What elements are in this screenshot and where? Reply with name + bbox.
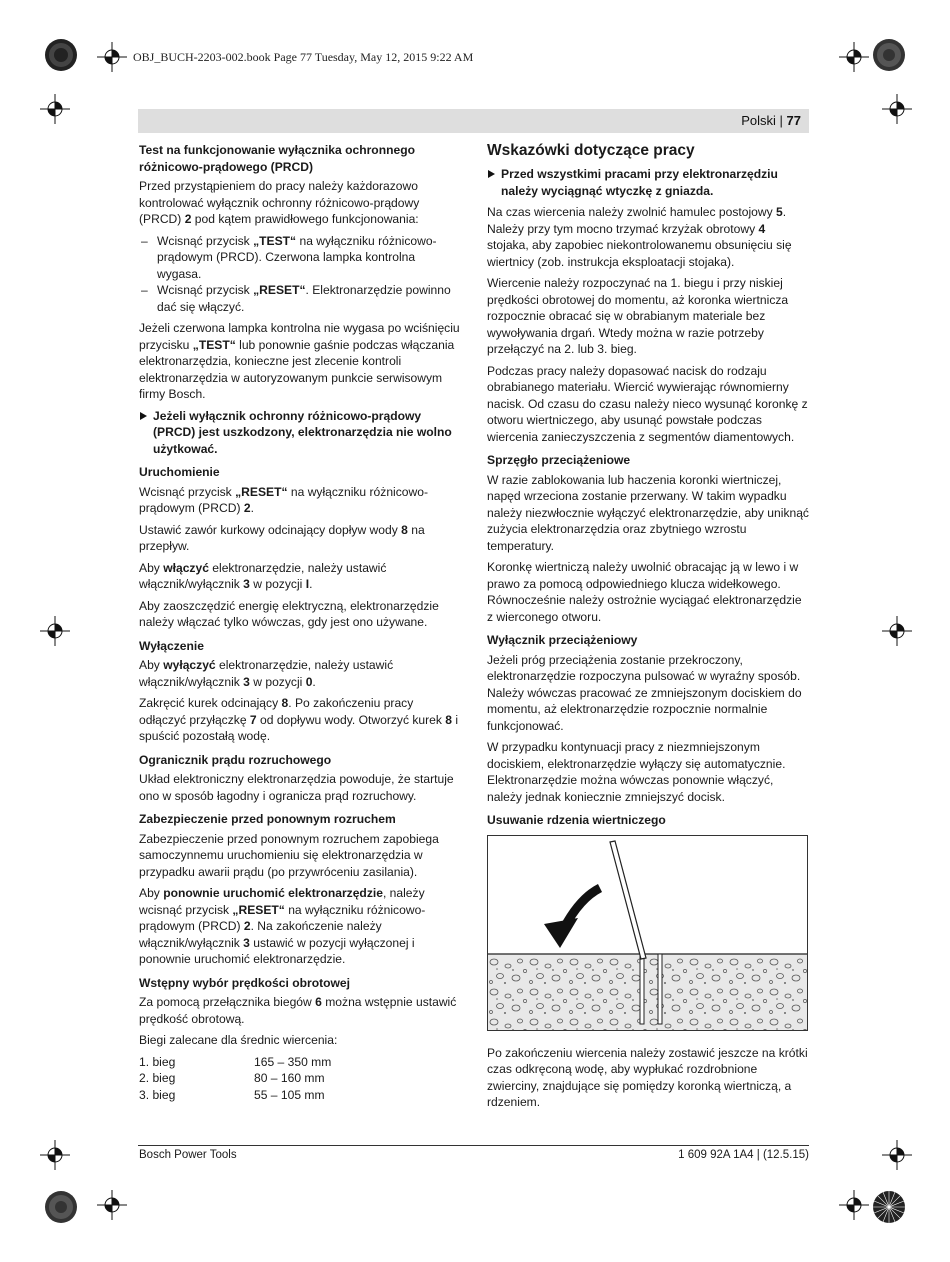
tilting-rod [610,841,646,959]
paragraph-overload-2: W przypadku kontynuacji pracy z niezmniejszonym dociskiem, elektronarzędzie wyłączy się automatycznie. Elektronarzędzie można wówczas ponownie włączyć, należy jednak koniecznie zmniejszyć docisk. [487,740,786,804]
registration-mark-icon [839,42,869,72]
paragraph-speed-1: Za pomocą przełącznika biegów 6 można wstępnie ustawić prędkość obrotową. [139,995,457,1026]
rosette-target-icon [872,38,906,72]
concrete-block [488,954,807,1030]
paragraph-restart-1: Zabezpieczenie przed ponownym rozruchem zapobiega samoczynnemu uruchomieniu się elektronarzędzia w przypadku awarii prądu (po przywróceniu zasilania). [139,831,439,879]
footer-rule [138,1145,809,1146]
rosette-target-icon [44,38,78,72]
paragraph-core-removal: Po zakończeniu wiercenia należy zostawić jeszcze na krótki czas odkręconą wodę, aby wypłukać rozdrobnione zwierciny, znajdujące się pomiędzy koronką wiertniczą, a rdzeniem. [487,1045,808,1109]
registration-mark-icon [97,1190,127,1220]
paragraph-off-1: Aby wyłączyć elektronarzędzie, należy ustawić włącznik/wyłącznik 3 w pozycji 0. [139,658,394,689]
section-title-core-removal: Usuwanie rdzenia wiertniczego [487,813,666,827]
warning-unplug: Przed wszystkimi pracami przy elektronarzędziu należy wyciągnąć wtyczkę z gniazda. [487,166,809,199]
paragraph-restart-2: Aby ponownie uruchomić elektronarzędzie, należy wcisnąć przycisk „RESET“ na wyłączniku różnicowo-prądowym (PRCD) 2. Na zakończenie należy włącznik/wyłącznik 3 ustawić w pozycji wyłączonej i ponownie uruchomić elektronarzędzie. [139,886,426,966]
paragraph-clutch-1: W razie zablokowania lub haczenia koronki wiertniczej, napęd wrzeciona zostanie przerwany. W takim wypadku należy niezwłocznie wyłączyć elektronarzędzie, aby uniknąć zużycia elektronarzędzia oraz zbytniego wzrostu temperatury. [487,472,809,553]
list-item-test: – Wcisnąć przycisk „TEST“ na wyłączniku różnicowo-prądowym (PRCD). Czerwona lampka kontrolna wygasa. [141,233,437,281]
registration-mark-icon [97,42,127,72]
paragraph-tips-3: Podczas pracy należy dopasować nacisk do rodzaju obrabianego materiału. Wiercić wywierając równomierny nacisk. Od czasu do czasu należy nieco wysunąć koronkę z otworu wiertniczego, aby usunąć powstałe podczas wiercenia zanieczyszczenia z segmentów diamentowych. [487,363,808,444]
registration-mark-icon [40,616,70,646]
paragraph-start-3: Aby włączyć elektronarzędzie, należy ustawić włącznik/wyłącznik 3 w pozycji I. [139,560,387,591]
paragraph-lamp: Jeżeli czerwona lampka kontrolna nie wygasa po wciśnięciu przycisku „TEST“ lub ponownie gaśnie podczas włączania elektronarzędzia, konieczne jest zlecenie kontroli elektronarzędzia w autoryzowanym punkcie serwisowym firmy Bosch. [139,321,460,401]
separator: | [775,113,787,128]
rosette-target-icon [872,1190,906,1224]
paragraph-limiter: Układ elektroniczny elektronarzędzia powoduje, że startuje ono w sposób łagodny i ogranicza prąd rozruchowy. [139,772,454,803]
section-title-overload: Wyłącznik przeciążeniowy [487,633,638,647]
paragraph-start-4: Aby zaoszczędzić energię elektryczną, elektronarzędzie należy włączać tylko wówczas, gdy jest ono używane. [139,598,439,629]
page-language-number [741,113,801,128]
section-title-restart: Zabezpieczenie przed ponownym rozruchem [139,812,396,826]
section-title-off: Wyłączenie [139,638,204,653]
registration-mark-icon [839,1190,869,1220]
gear-range: 165 – 350 mm [254,1054,332,1069]
registration-mark-icon [882,1140,912,1170]
table-row [139,1054,331,1071]
gear-table [139,1054,331,1104]
warning-prcd-damaged: Jeżeli wyłącznik ochronny różnicowo-prądowy (PRCD) jest uszkodzony, elektronarzędzia nie wolno użytkować. [139,408,461,458]
print-header: OBJ_BUCH-2203-002.book Page 77 Tuesday, May 12, 2015 9:22 AM [133,50,474,64]
gear-range: 55 – 105 mm [254,1087,325,1102]
section-title-speed: Wstępny wybór prędkości obrotowej [139,975,350,990]
section-title-limiter: Ogranicznik prądu rozruchowego [139,752,332,767]
drill-kerf [658,954,662,1024]
rosette-target-icon [44,1190,78,1224]
language-label: Polski [741,113,776,128]
paragraph-speed-2: Biegi zalecane dla średnic wiercenia: [139,1033,338,1047]
paragraph-start-2: Ustawić zawór kurkowy odcinający dopływ wody 8 na przepływ. [139,522,425,553]
section-title-prcd-test: Test na funkcjonowanie wyłącznika ochronnego różnicowo-prądowego (PRCD) [139,143,415,174]
table-row [139,1087,331,1104]
core-removal-illustration [487,835,808,1031]
gear-label: 3. bieg [139,1087,176,1102]
registration-mark-icon [882,94,912,124]
footer-doc-number: 1 609 92A 1A4 | (12.5.15) [678,1149,809,1161]
paragraph-tips-1: Na czas wiercenia należy zwolnić hamulec postojowy 5. Należy przy tym mocno trzymać krzyżak obrotowy 4 stojaka, aby zapobiec niekontrolowanemu obsunięciu się wiertnicy (zob. instrukcja eksploatacji stojaka). [487,205,792,269]
registration-mark-icon [40,1140,70,1170]
right-column [487,142,809,1116]
registration-mark-icon [882,616,912,646]
paragraph-prcd-intro: Przed przystąpieniem do pracy należy każdorazowo kontrolować wyłącznik ochronny różnicowo-prądowy (PRCD) 2 pod kątem prawidłowego funkcjonowania: [139,179,420,226]
gear-label: 2. bieg [139,1071,176,1085]
paragraph-tips-2: Wiercenie należy rozpoczynać na 1. biegu i przy niskiej prędkości obrotowej do momentu, aż koronka wiertnicza rozpocznie obracać się w obrabianym materiale bez wywoływania drgań. Wtedy można w razie potrzeby przełączyć na 2. lub 3. bieg. [487,276,789,356]
core-removal-drawing [488,836,807,1030]
footer-brand: Bosch Power Tools [139,1149,237,1161]
section-title-start: Uruchomienie [139,465,220,479]
list-item-reset: – Wcisnąć przycisk „RESET“. Elektronarzędzie powinno dać się włączyć. [141,283,451,314]
table-row [139,1070,331,1087]
drill-kerf [640,954,644,1024]
paragraph-off-2: Zakręcić kurek odcinający 8. Po zakończeniu pracy odłączyć przyłączkę 7 od dopływu wody. Otworzyć kurek 8 i spuścić pozostałą wodę. [139,696,459,743]
page-header-band [138,109,809,133]
section-title-tips: Wskazówki dotyczące pracy [487,142,695,159]
paragraph-overload-1: Jeżeli próg przeciążenia zostanie przekroczony, elektronarzędzie rozpoczyna pulsować w wyraźny sposób. Należy wówczas pracować ze zmniejszonym dociskiem do momentu, aż elektronarzędzie rozpocznie normalnie funkcjonować. [487,652,802,733]
left-column [139,142,461,1103]
gear-label: 1. bieg [139,1054,176,1069]
gear-range: 80 – 160 mm [254,1071,325,1085]
page-number: 77 [786,113,801,128]
registration-mark-icon [40,94,70,124]
section-title-clutch: Sprzęgło przeciążeniowe [487,453,631,467]
paragraph-start-1: Wcisnąć przycisk „RESET“ na wyłączniku różnicowo-prądowym (PRCD) 2. [139,484,428,515]
paragraph-clutch-2: Koronkę wiertniczą należy uwolnić obracając ją w lewo i w prawo za pomocą odpowiedniego klucza widełkowego. Równocześnie należy ostrożnie wyciągać elektronarzędzie z wierconego otworu. [487,560,802,624]
arrow-head-icon [544,918,578,948]
